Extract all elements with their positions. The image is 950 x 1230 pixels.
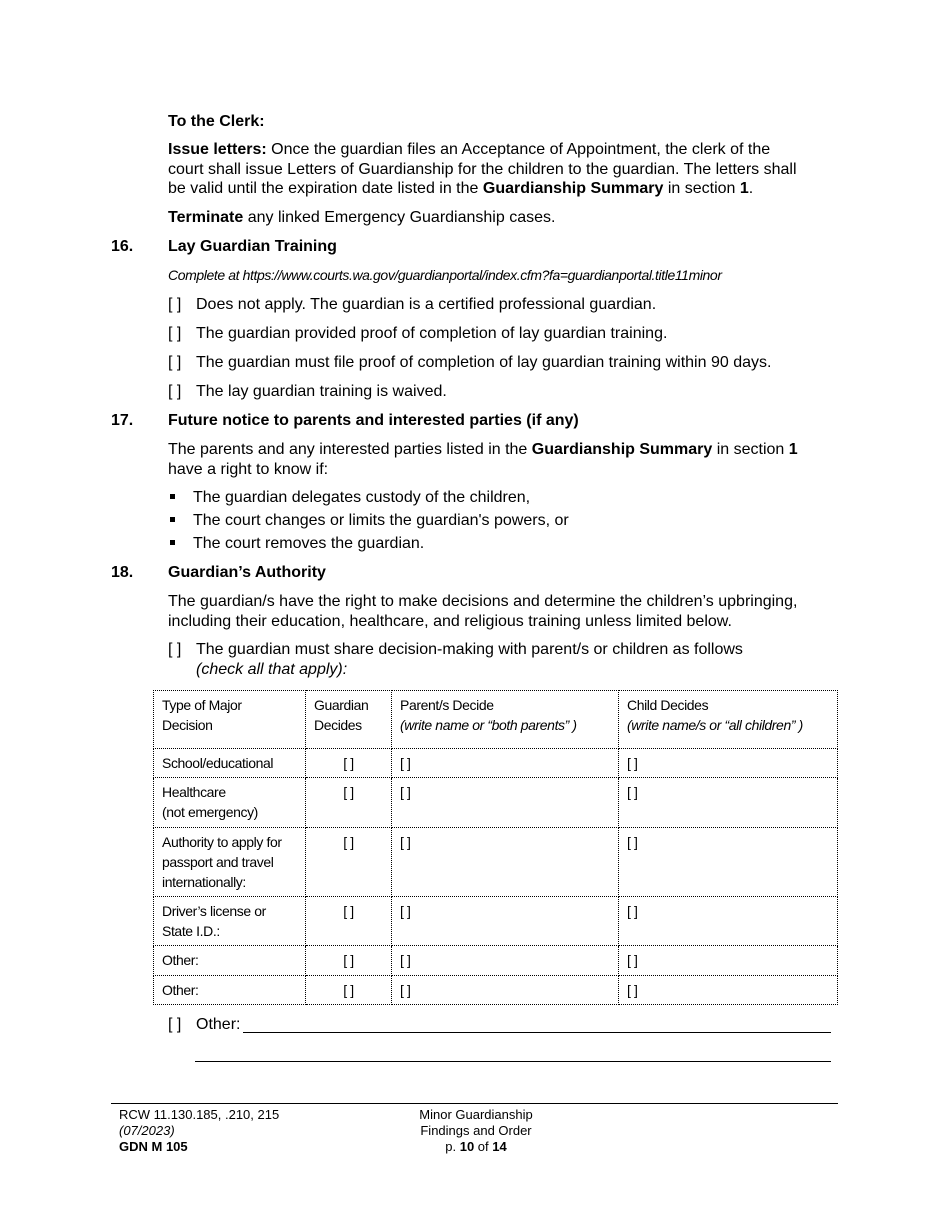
bullet-item bbox=[168, 488, 530, 508]
terminate-text: any linked Emergency Guardianship cases. bbox=[243, 209, 556, 226]
decision-type: Healthcare (not emergency) bbox=[154, 778, 306, 828]
parent-checkbox[interactable]: [ ] bbox=[392, 778, 619, 828]
parent-checkbox[interactable]: [ ] bbox=[392, 749, 619, 778]
parent-checkbox[interactable]: [ ] bbox=[392, 828, 619, 897]
child-checkbox[interactable]: [ ] bbox=[619, 828, 838, 897]
section-16-number: 16. bbox=[111, 238, 134, 255]
issue-text: 1 bbox=[739, 180, 749, 197]
guardian-checkbox[interactable]: [ ] bbox=[306, 946, 392, 976]
footer-left bbox=[119, 1107, 279, 1155]
table-row bbox=[154, 946, 838, 976]
guardian-checkbox[interactable]: [ ] bbox=[306, 976, 392, 1005]
training-option[interactable] bbox=[168, 382, 447, 402]
option-label: The guardian must file proof of completion of lay guardian training within 90 days. bbox=[196, 354, 772, 371]
decision-type: Other: bbox=[154, 946, 306, 976]
child-checkbox[interactable]: [ ] bbox=[619, 749, 838, 778]
bullet-text: The guardian delegates custody of the children, bbox=[193, 489, 531, 506]
bullet-item bbox=[168, 511, 569, 531]
footer-divider bbox=[111, 1103, 838, 1104]
header-parent: Parent/s Decide (write name or “both parents” ) bbox=[392, 691, 619, 749]
issue-text: Guardianship Summary bbox=[482, 180, 664, 197]
footer-rcw: RCW 11.130.185, .210, 215 bbox=[119, 1107, 280, 1122]
checkbox[interactable]: [ ] bbox=[168, 641, 182, 658]
bullet-item bbox=[168, 534, 424, 554]
table-row bbox=[154, 828, 838, 897]
other-input-line-2[interactable] bbox=[195, 1061, 831, 1062]
decision-type: School/educational bbox=[154, 749, 306, 778]
decision-type: Other: bbox=[154, 976, 306, 1005]
authority-paragraph bbox=[168, 592, 797, 631]
clerk-heading: To the Clerk: bbox=[168, 113, 265, 130]
issue-text: Once the guardian files an Acceptance of Appointment, the clerk of the bbox=[266, 141, 771, 158]
authority-text: The guardian/s have the right to make decisions and determine the children’s upbringing, bbox=[168, 593, 798, 610]
section-17-title: Future notice to parents and interested parties (if any) bbox=[168, 412, 579, 429]
guardian-checkbox[interactable]: [ ] bbox=[306, 828, 392, 897]
parent-checkbox[interactable]: [ ] bbox=[392, 976, 619, 1005]
footer-center: Minor Guardianship Findings and Order p. 10 of 14 bbox=[419, 1107, 533, 1154]
section-17-number: 17. bbox=[111, 412, 134, 429]
other-option[interactable] bbox=[168, 1015, 240, 1035]
guardian-checkbox[interactable]: [ ] bbox=[306, 897, 392, 946]
notice-text: in section bbox=[712, 441, 789, 458]
training-option[interactable] bbox=[168, 324, 667, 344]
notice-paragraph bbox=[168, 440, 798, 479]
notice-text: have a right to know if: bbox=[168, 460, 329, 478]
table-row bbox=[154, 749, 838, 778]
table-row bbox=[154, 976, 838, 1005]
bullet-icon bbox=[170, 517, 175, 522]
issue-text: court shall issue Letters of Guardianship for the children to the guardian. The letters shall bbox=[168, 160, 797, 178]
issue-text: in section bbox=[663, 180, 740, 197]
guardian-checkbox[interactable]: [ ] bbox=[306, 749, 392, 778]
bullet-text: The court removes the guardian. bbox=[193, 535, 425, 552]
issue-text: . bbox=[748, 180, 754, 197]
footer-title: Minor Guardianship bbox=[419, 1107, 533, 1122]
child-checkbox[interactable]: [ ] bbox=[619, 976, 838, 1005]
other-label: Other: bbox=[196, 1016, 241, 1033]
child-checkbox[interactable]: [ ] bbox=[619, 946, 838, 976]
header-type: Type of Major Decision bbox=[154, 691, 306, 749]
header-guardian: Guardian Decides bbox=[306, 691, 392, 749]
training-option[interactable] bbox=[168, 295, 656, 315]
guardian-checkbox[interactable]: [ ] bbox=[306, 778, 392, 828]
table-row bbox=[154, 897, 838, 946]
table-row bbox=[154, 778, 838, 828]
option-note: (check all that apply): bbox=[196, 660, 348, 678]
decision-type: Driver’s license or State I.D.: bbox=[154, 897, 306, 946]
checkbox[interactable]: [ ] bbox=[168, 383, 182, 400]
page-number: 10 bbox=[459, 1139, 475, 1154]
training-link-note: Complete at https://www.courts.wa.gov/guardianportal/index.cfm?fa=guardianportal.title11minor bbox=[168, 267, 722, 283]
option-label: The lay guardian training is waived. bbox=[196, 383, 447, 400]
terminate-paragraph bbox=[168, 208, 555, 228]
option-label: The guardian provided proof of completion of lay guardian training. bbox=[196, 325, 668, 342]
checkbox[interactable]: [ ] bbox=[168, 325, 182, 342]
table-header-row bbox=[154, 691, 838, 749]
terminate-label: Terminate bbox=[168, 209, 244, 226]
header-child: Child Decides (write name/s or “all children” ) bbox=[619, 691, 838, 749]
child-checkbox[interactable]: [ ] bbox=[619, 897, 838, 946]
section-16-title: Lay Guardian Training bbox=[168, 238, 337, 255]
option-label: Does not apply. The guardian is a certified professional guardian. bbox=[196, 296, 657, 313]
issue-letters-label: Issue letters: bbox=[168, 141, 267, 158]
share-decision-option[interactable] bbox=[168, 640, 743, 679]
notice-text: 1 bbox=[788, 441, 798, 458]
decision-type: Authority to apply for passport and travel internationally: bbox=[154, 828, 306, 897]
other-input-line-1[interactable] bbox=[243, 1032, 831, 1033]
parent-checkbox[interactable]: [ ] bbox=[392, 897, 619, 946]
notice-text: Guardianship Summary bbox=[531, 441, 713, 458]
footer-title: Findings and Order bbox=[420, 1123, 532, 1138]
notice-text: The parents and any interested parties listed in the bbox=[168, 441, 532, 458]
page-count: 14 bbox=[492, 1139, 507, 1154]
footer-date: (07/2023) bbox=[119, 1123, 175, 1138]
bullet-icon bbox=[170, 494, 175, 499]
section-18-number: 18. bbox=[111, 564, 134, 581]
issue-letters-paragraph bbox=[168, 140, 797, 199]
authority-text: including their education, healthcare, and religious training unless limited below. bbox=[168, 612, 732, 630]
checkbox[interactable]: [ ] bbox=[168, 1016, 182, 1033]
footer-form-number: GDN M 105 bbox=[119, 1139, 188, 1154]
training-option[interactable] bbox=[168, 353, 771, 373]
bullet-icon bbox=[170, 540, 175, 545]
option-label: The guardian must share decision-making with parent/s or children as follows bbox=[196, 641, 743, 658]
checkbox[interactable]: [ ] bbox=[168, 354, 182, 371]
bullet-text: The court changes or limits the guardian's powers, or bbox=[193, 512, 569, 529]
child-checkbox[interactable]: [ ] bbox=[619, 778, 838, 828]
section-18-title: Guardian’s Authority bbox=[168, 564, 326, 581]
issue-text: be valid until the expiration date listed in the bbox=[168, 180, 483, 197]
parent-checkbox[interactable]: [ ] bbox=[392, 946, 619, 976]
decision-table bbox=[153, 690, 838, 1005]
checkbox[interactable]: [ ] bbox=[168, 296, 182, 313]
